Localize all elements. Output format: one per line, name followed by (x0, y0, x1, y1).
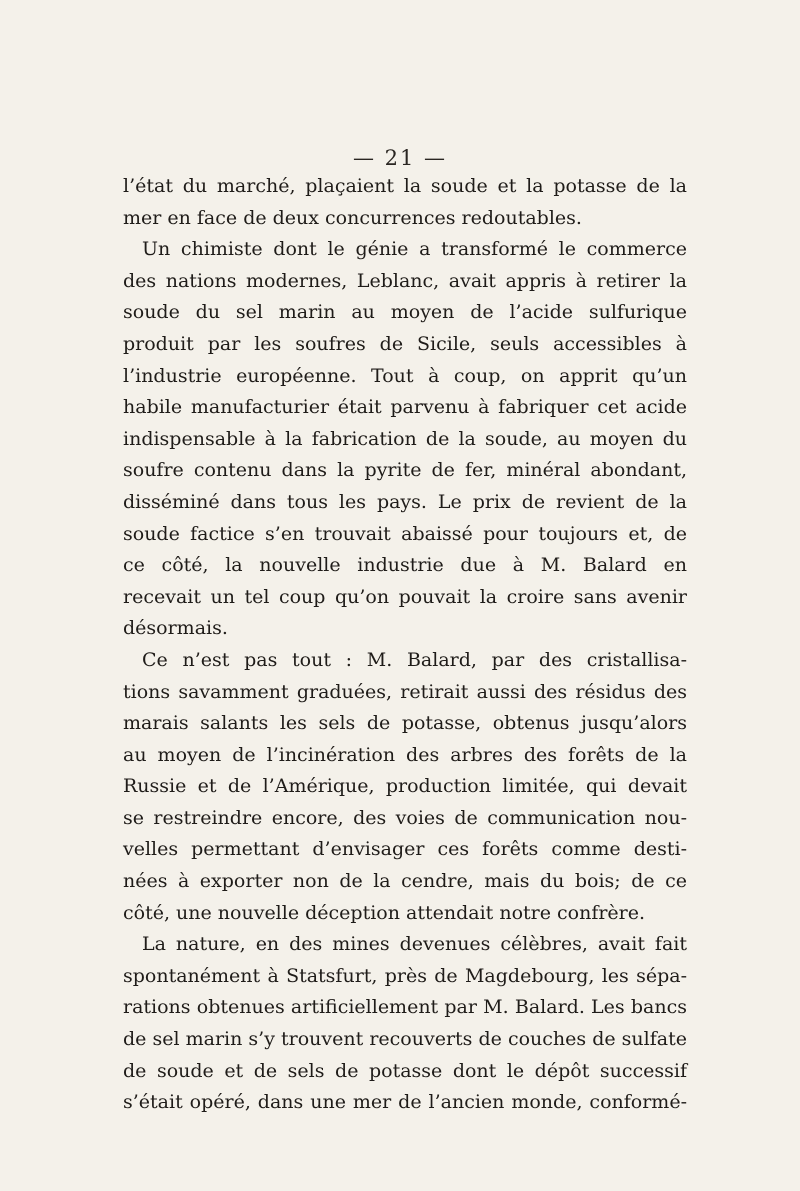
text-line: côté, une nouvelle déception attendait notre confrère. (123, 901, 646, 924)
text-line: Ce n’est pas tout : M. Balard, par des cristallisa- (142, 648, 687, 671)
text-line: de sel marin s’y trouvent recouverts de couches de sulfate (123, 1028, 687, 1051)
text-line: ce côté, la nouvelle industrie due à M. Balard en (123, 554, 687, 577)
text-line: La nature, en des mines devenues célèbres, avait fait (142, 933, 687, 956)
text-line: spontanément à Statsfurt, près de Magdebourg, les sépa- (123, 964, 687, 987)
text-line: nées à exporter non de la cendre, mais du bois; de ce (123, 870, 687, 893)
text-line: marais salants les sels de potasse, obtenus jusqu’alors (123, 712, 687, 735)
text-line: produit par les soufres de Sicile, seuls accessibles à (123, 332, 687, 355)
text-line: rations obtenues artificiellement par M. Balard. Les bancs (123, 996, 687, 1019)
text-line: habile manufacturier était parvenu à fabriquer cet acide (123, 396, 687, 419)
text-line: indispensable à la fabrication de la soude, au moyen du (123, 427, 687, 450)
text-line: au moyen de l’incinération des arbres des forêts de la (123, 743, 687, 766)
text-line: se restreindre encore, des voies de communication nou- (123, 806, 687, 829)
text-line: s’était opéré, dans une mer de l’ancien monde, conformé- (123, 1091, 687, 1114)
text-line: soufre contenu dans la pyrite de fer, minéral abondant, (123, 459, 687, 482)
text-line: désormais. (123, 617, 228, 640)
text-line: velles permettant d’envisager ces forêts comme desti- (123, 838, 687, 861)
text-line: Russie et de l’Amérique, production limitée, qui devait (123, 775, 687, 798)
text-line: soude factice s’en trouvait abaissé pour toujours et, de (123, 522, 687, 545)
text-line: Un chimiste dont le génie a transformé le commerce (142, 238, 687, 261)
text-line: mer en face de deux concurrences redoutables. (123, 206, 582, 229)
text-line: tions savamment graduées, retirait aussi des résidus des (123, 680, 687, 703)
text-line: disséminé dans tous les pays. Le prix de revient de la (123, 490, 687, 513)
text-line: des nations modernes, Leblanc, avait appris à retirer la (123, 269, 687, 292)
text-line: l’industrie européenne. Tout à coup, on apprit qu’un (123, 364, 687, 387)
text-line: soude du sel marin au moyen de l’acide sulfurique (123, 301, 687, 324)
page-number: — 21 — (352, 146, 448, 170)
text-line: recevait un tel coup qu’on pouvait la croire sans avenir (123, 585, 687, 608)
text-line: l’état du marché, plaçaient la soude et la potasse de la (123, 175, 687, 197)
text-line: de soude et de sels de potasse dont le dépôt successif (123, 1059, 687, 1082)
body-text (123, 171, 687, 1119)
